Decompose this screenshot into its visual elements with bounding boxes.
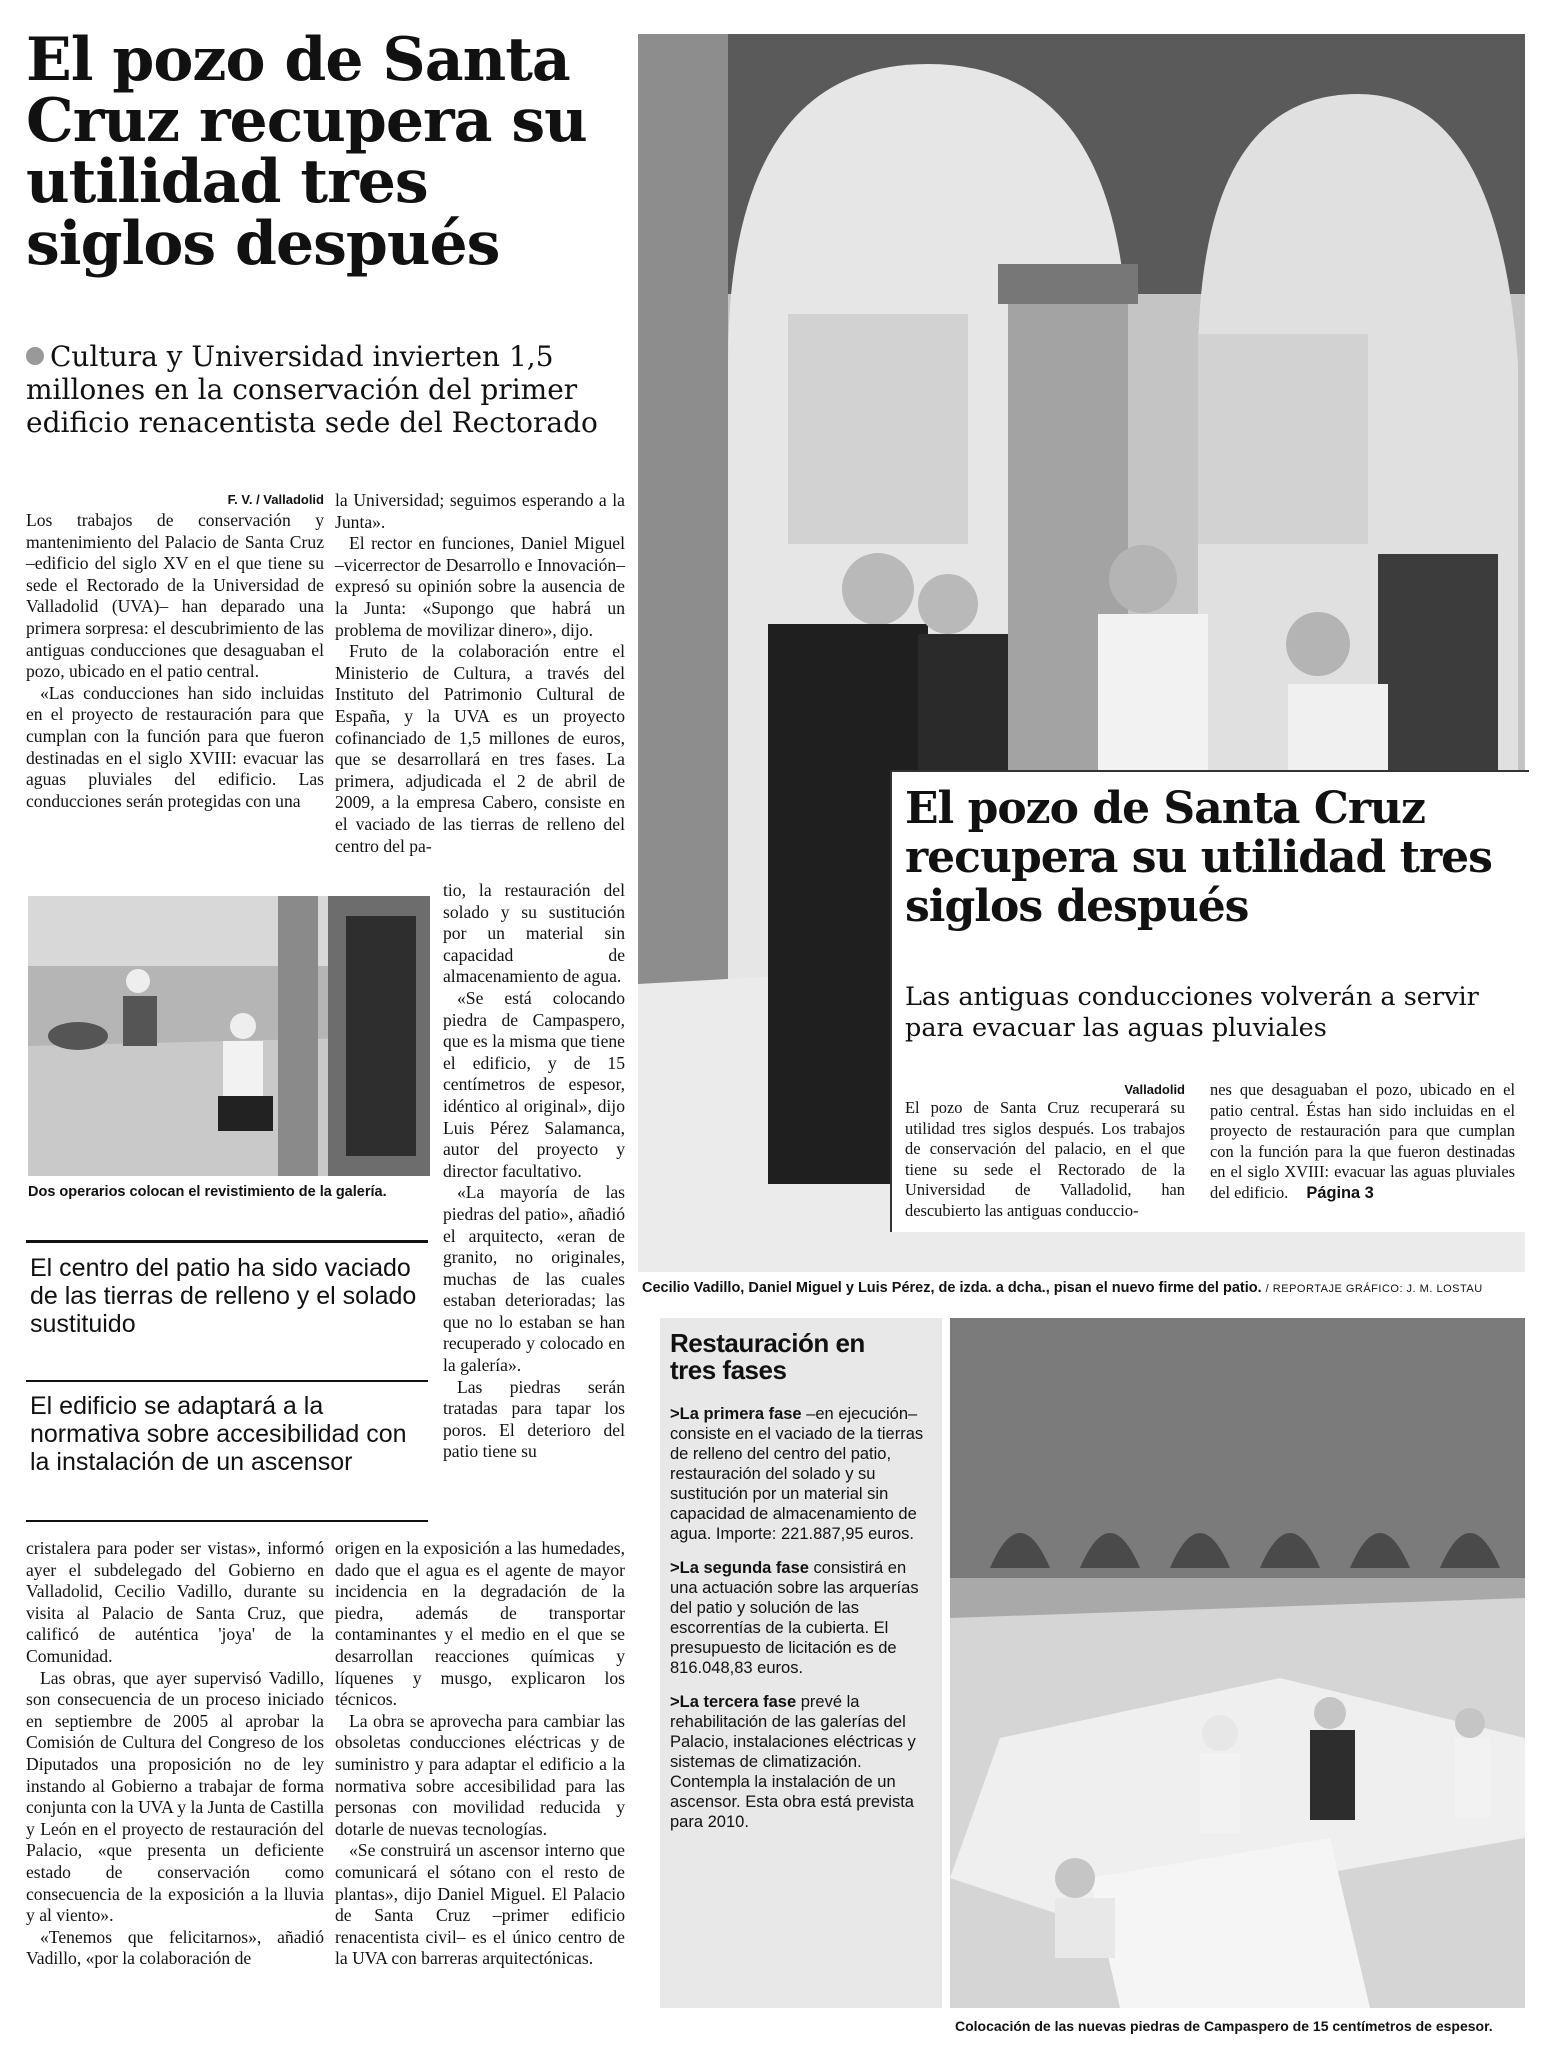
workers-photo xyxy=(28,896,430,1176)
overlay-column-2 xyxy=(1210,1080,1515,1203)
phase-text: prevé la rehabilitación de las galerías del Palacio, instalaciones eléctricas y sistemas de climatización. Contempla la instalación de un ascensor. Esta obra está prevista para 2010. xyxy=(670,1693,916,1831)
sidebar-title: Restauración en tres fases xyxy=(670,1328,865,1385)
courtyard-photo-illustration xyxy=(950,1318,1525,2008)
overlay-byline: Valladolid xyxy=(1124,1082,1185,1097)
bullet-icon xyxy=(26,347,44,365)
courtyard-photo-caption: Colocación de las nuevas piedras de Campaspero de 15 centímetros de espesor. xyxy=(955,2018,1493,2034)
main-byline: F. V. / Valladolid xyxy=(227,492,324,507)
paragraph: origen en la exposición a las humedades, dado que el agua es el agente de mayor incidencia en la degradación de la piedra, además de transportar contaminantes y el medio en el que se desarrollan reacciones químicas y líquenes y musgo, explicaron los técnicos. xyxy=(335,1538,625,1710)
phase-text: consistirá en una actuación sobre las arquerías del patio y solución de las escorrentías de la cubierta. El presupuesto de licitación es de 816.048,83 euros. xyxy=(670,1559,919,1677)
pullquote-2: El edificio se adaptará a la normativa sobre accesibilidad con la instalación de un ascensor xyxy=(30,1392,407,1476)
paragraph: «Se construirá un ascensor interno que comunicará el sótano con el resto de plantas», dijo Daniel Miguel. El Palacio de Santa Cruz –primer edificio renacentista civil– es el único centro de la UVA con barreras arquitectónicas. xyxy=(335,1840,625,1969)
article-column-2-narrow xyxy=(443,880,625,1463)
workers-photo-illustration xyxy=(28,896,430,1176)
main-headline: El pozo de Santa Cruz recupera su utilidad tres siglos después xyxy=(26,25,587,279)
phase-label: >La primera fase xyxy=(670,1405,802,1423)
paragraph: Las obras, que ayer supervisó Vadillo, son consecuencia de un proceso iniciado en septiembre de 2005 al aprobar la Comisión de Cultura del Congreso de los Diputados una proposición no de ley instando al Gobierno a trabajar de forma conjunta con la UVA y la Junta de Castilla y León en el proyecto de restauración del Palacio, «que presenta un deficiente estado de conservación como consecuencia de la exposición a la lluvia y al viento». xyxy=(26,1667,324,1926)
overlay-headline: El pozo de Santa Cruz recupera su utilidad tres siglos después xyxy=(905,783,1492,932)
article-column-1-bottom xyxy=(26,1538,324,1970)
paragraph: la Universidad; seguimos esperando a la Junta». xyxy=(335,490,625,532)
overlay-column-1: El pozo de Santa Cruz recuperará su utilidad tres siglos después. Los trabajos de conservación del palacio, en el que tiene su sede el Rectorado de la Universidad de Valladolid, han descubierto las antiguas conduccio- xyxy=(905,1098,1185,1220)
article-column-2-bottom xyxy=(335,1538,625,1970)
workers-photo-caption: Dos operarios colocan el revistimiento de la galería. xyxy=(28,1184,387,1200)
main-subheadline-text: Cultura y Universidad invierten 1,5 millones en la conservación del primer edificio renacentista sede del Rectorado xyxy=(26,340,598,439)
sidebar-phases xyxy=(670,1404,930,1846)
phase-label: >La tercera fase xyxy=(670,1693,797,1711)
main-photo-caption-text: Cecilio Vadillo, Daniel Miguel y Luis Pérez, de izda. a dcha., pisan el nuevo firme del patio. xyxy=(642,1280,1262,1296)
main-photo-caption xyxy=(642,1280,1527,1296)
pullquote-rule xyxy=(26,1520,428,1522)
paragraph: «La mayoría de las piedras del patio», añadió el arquitecto, «eran de granito, no originales, muchas de las cuales estaban deterioradas; las que no lo estaban se han recuperado y colocado en la galería». xyxy=(443,1182,625,1376)
article-column-2 xyxy=(335,490,625,857)
paragraph: «Tenemos que felicitarnos», añadió Vadillo, «por la colaboración de xyxy=(26,1926,324,1969)
phase-item xyxy=(670,1692,930,1832)
overlay-subheadline: Las antiguas conducciones volverán a servir para evacuar las aguas pluviales xyxy=(905,982,1479,1043)
courtyard-photo xyxy=(950,1318,1525,2008)
pullquote-rule xyxy=(26,1380,428,1382)
paragraph: «Las conducciones han sido incluidas en el proyecto de restauración para que cumplan con la función para que fueron destinadas en el siglo XVIII: evacuar las aguas pluviales del edificio. Las conducciones serán protegidas con una xyxy=(26,682,324,811)
phase-item xyxy=(670,1404,930,1544)
phase-label: >La segunda fase xyxy=(670,1559,809,1577)
pullquote-1: El centro del patio ha sido vaciado de las tierras de relleno y el solado sustituido xyxy=(30,1254,417,1338)
page-reference: Página 3 xyxy=(1306,1183,1374,1202)
phase-item xyxy=(670,1558,930,1678)
paragraph: Los trabajos de conservación y mantenimiento del Palacio de Santa Cruz –edificio del siglo XV en el que tiene su sede el Rectorado de la Universidad de Valladolid (UVA)– han deparado una primera sorpresa: el descubrimiento de las antiguas conducciones que desaguaban el pozo, ubicado en el patio central. xyxy=(26,510,324,682)
paragraph: tio, la restauración del solado y su sustitución por un material sin capacidad de almacenamiento de agua. xyxy=(443,880,625,987)
overlay-column-2-text: nes que desaguaban el pozo, ubicado en el patio central. Éstas han sido incluidas en el proyecto de restauración para que cumplan con la función para la que fueron destinadas en el siglo XVIII: evacuar las aguas pluviales del edificio. xyxy=(1210,1080,1515,1202)
paragraph: La obra se aprovecha para cambiar las obsoletas conducciones eléctricas y de suministro y para adaptar el edificio a la normativa sobre accesibilidad para las personas con movilidad reducida y dotarle de nuevas tecnologías. xyxy=(335,1710,625,1839)
paragraph: cristalera para poder ser vistas», informó ayer el subdelegado del Gobierno en Valladolid, Cecilio Vadillo, durante su visita al Palacio de Santa Cruz, que calificó de auténtica 'joya' de la Comunidad. xyxy=(26,1538,324,1666)
paragraph: «Se está colocando piedra de Campaspero, que es la misma que tiene el edificio, y de 15 centímetros de espesor, idéntico al original», dijo Luis Pérez Salamanca, autor del proyecto y director facultativo. xyxy=(443,987,625,1181)
pullquote-rule xyxy=(26,1240,428,1243)
main-subheadline xyxy=(26,340,626,439)
article-column-1 xyxy=(26,510,324,812)
paragraph: El rector en funciones, Daniel Miguel –vicerrector de Desarrollo e Innovación– expresó su opinión sobre la ausencia de la Junta: «Supongo que habrá un problema de movilizar dinero», dijo. xyxy=(335,533,625,640)
phase-text: –en ejecución– consiste en el vaciado de la tierras de relleno del centro del patio, restauración del solado y su sustitución por un material sin capacidad de almacenamiento de agua. Importe: 221.887,95 euros. xyxy=(670,1405,924,1543)
photo-credit: / REPORTAJE GRÁFICO: J. M. LOSTAU xyxy=(1265,1283,1483,1295)
paragraph: Fruto de la colaboración entre el Ministerio de Cultura, a través del Instituto del Patrimonio Cultural de España, y la UVA es un proyecto cofinanciado de 1,5 millones de euros, que se desarrollará en tres fases. La primera, adjudicada el 2 de abril de 2009, a la empresa Cabero, consiste en el vaciado de las tierras de relleno del centro del pa- xyxy=(335,641,625,856)
paragraph: Las piedras serán tratadas para tapar los poros. El deterioro del patio tiene su xyxy=(443,1376,625,1462)
